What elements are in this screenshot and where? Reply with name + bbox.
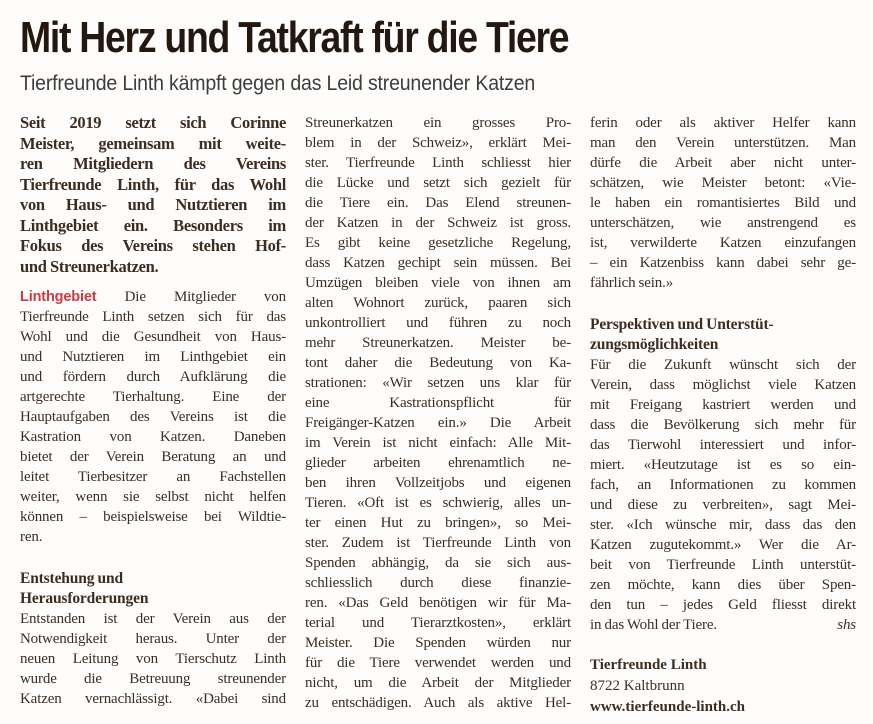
text-line: können – beispielsweise bei Wildtie- [20,509,286,525]
text-line: Linthgebiet Die Mitglieder von [20,289,286,305]
text-line: Tierfreunde Linth setzen sich für das [20,309,286,325]
text-line: und Streunerkatzen. [20,256,159,276]
author-initials: shs [837,617,856,633]
column-3 [590,113,856,718]
text-line: den tun – jedes Geld fliesst direkt [590,597,856,613]
address-block [590,655,856,718]
text-line: www.tierfeunde-linth.ch [590,699,745,715]
text-line: Wohl und die Gesundheit von Haus- [20,329,286,345]
text-line: ster. Tierfreunde Linth schliesst hier [305,155,571,171]
text-line: zungsmöglichkeiten [590,336,719,353]
text-line: Spenden abhängig, da sie sich aus- [305,555,571,571]
body-block [20,609,286,709]
text-line: zen möchte, kann dies über Spen- [590,577,856,593]
text-line: weiter, wenn sie selbst nicht helfen [20,489,286,505]
text-line: 8722 Kaltbrunn [590,678,685,694]
text-line: der Katzen in der Schweiz ist gross. [305,215,571,231]
text-line: Katzen vernachlässigt. «Dabei sind [20,691,286,707]
text-line: le haben ein romantisiertes Bild und [590,195,856,211]
text-line: Perspektiven und Unterstüt- [590,316,774,333]
text-line: – ein Katzenbiss kann dabei sehr ge- [590,255,856,271]
text-line: schätzen, wie Meister betont: «Vie- [590,175,856,191]
body-block [20,287,286,547]
text-line: neuen Leitung von Tierschutz Linth [20,651,286,667]
text-line: von Haus- und Nutztieren im [20,195,286,214]
text-line: das Tierwohl interessiert und infor- [590,437,856,453]
text-line: mit Freigang kastriert werden und [590,397,856,413]
text-line: ster. Zudem ist Tierfreunde Linth von [305,535,571,551]
text-line: Entstanden ist der Verein aus der [20,611,286,627]
text-line: Katzen zugutekommt.» Wer die Ar- [590,537,856,553]
text-line: Hauptaufgaben des Vereins ist die [20,409,286,425]
text-line: glieder arbeiten ehrenamtlich ne- [305,455,571,471]
body-block [305,113,571,713]
text-line: bietet der Verein Beratung an und [20,449,286,465]
text-line: Für die Zukunft wünscht sich der [590,357,856,373]
text-line: eine Kastrationspflicht für [305,395,571,411]
text-line: miert. «Heutzutage ist es so ein- [590,457,856,473]
text-line: artgerechte Tierhaltung. Eine der [20,389,286,405]
text-line: und diese zu verbreiten», sagt Mei- [590,497,856,513]
text-line: nicht, um die Arbeit der Mitglieder [305,675,571,691]
text-line: dürfe die Arbeit aber nicht unter- [590,155,856,171]
text-line: Verein, dass möglichst viele Katzen [590,377,856,393]
text-line: zu entschädigen. Auch als aktive Hel- [305,695,571,711]
lead-block [20,113,286,277]
text-line: Meister, gemeinsam mit weite- [20,133,286,153]
text-line: Meister. Die Spenden würden nur [305,635,571,651]
text-line: man den Verein unterstützen. Man [590,135,856,151]
article-headline: Mit Herz und Tatkraft für die Tiere [20,13,569,62]
text-line: ben ihren Vollzeitjobs und eigenen [305,475,571,491]
text-line: ferin oder als aktiver Helfer kann [590,115,856,131]
column-1 [20,113,286,718]
text-line: Herausforderungen [20,590,149,607]
text-line: Freigänger-Katzen ein.» Die Arbeit [305,415,571,431]
text-line: in das Wohl der Tiere. [590,617,717,633]
text-line: und fördern durch Aufklärung die [20,369,286,385]
text-line: die Tiere ein. Das Elend streunen- [305,195,571,211]
text-line: tont daher die Bedeutung von Ka- [305,355,571,371]
text-line: fach, an Informationen zu kommen [590,477,856,493]
text-line: Fokus des Vereins stehen Hof- [20,236,286,255]
subhead-block [20,569,286,609]
text-line: ren. «Das Geld benötigen wir für Ma- [305,595,571,611]
text-line: Kastration von Katzen. Daneben [20,429,286,445]
text-line: terial und Tierarztkosten», erklärt [305,615,571,631]
text-line: die Lücke und setzt sich gezielt für [305,175,571,191]
text-line: Seit 2019 setzt sich Corinne [20,113,286,132]
column-2 [305,113,571,718]
subhead-block [590,315,856,355]
text-line: alten Wohnort zurück, paaren sich [305,295,571,311]
text-line: fährlich sein.» [590,275,674,291]
text-line: dass die Bevölkerung sich mehr für [590,417,856,433]
text-line: ter einen Hut zu bringen», so Mei- [305,515,571,531]
text-line: unterschätzen, wie anstrengend es [590,215,856,231]
text-line: schliesslich durch diese finanzie- [305,575,571,591]
text-line: ster. «Ich wünsche mir, dass das den [590,517,856,533]
body-block [590,113,856,293]
text-line: für die Tiere verwendet werden und [305,655,571,671]
text-line: Entstehung und [20,570,123,587]
text-line: wurde die Betreuung streunender [20,671,286,687]
text-line: unkontrolliert und führen zu noch [305,315,571,331]
text-line: ren. [20,529,43,545]
text-line: ren Mitgliedern des Vereins [20,154,286,173]
text-line: und Nutztieren im Linthgebiet ein [20,349,286,365]
text-line: Tierfreunde Linth, für das Wohl [20,174,286,194]
text-line: blem in der Schweiz», erklärt Mei- [305,135,571,151]
text-line: Es gibt keine gesetzliche Regelung, [305,235,571,251]
text-line [590,615,856,635]
text-line: Notwendigkeit heraus. Unter der [20,631,286,647]
text-line: strationen: «Wir setzen uns klar für [305,375,571,391]
article-columns [20,113,856,718]
text-line: im Verein ist nicht einfach: Alle Mit- [305,435,571,451]
text-line: beit von Tierfreunde Linth unterstüt- [590,557,856,573]
article-subtitle: Tierfreunde Linth kämpft gegen das Leid streunender Katzen [20,72,536,95]
text-line: dass Katzen gechipt sein müssen. Bei [305,255,571,271]
text-line: mehr Streunerkatzen. Meister be- [305,335,571,351]
text-line: Linthgebiet ein. Besonders im [20,215,286,235]
text-line: leitet Tierbesitzer an Fachstellen [20,469,286,485]
location-tag: Linthgebiet [20,289,97,305]
text-line: ist, verwilderte Katzen einzufangen [590,235,856,251]
text-line: Tierfreunde Linth [590,657,707,673]
text-line: Streunerkatzen ein grosses Pro- [305,115,571,131]
body-block [590,355,856,635]
text-line: Tieren. «Oft ist es schwierig, alles un- [305,495,571,511]
text-line: Umzügen bleiben viele von ihnen am [305,275,571,291]
